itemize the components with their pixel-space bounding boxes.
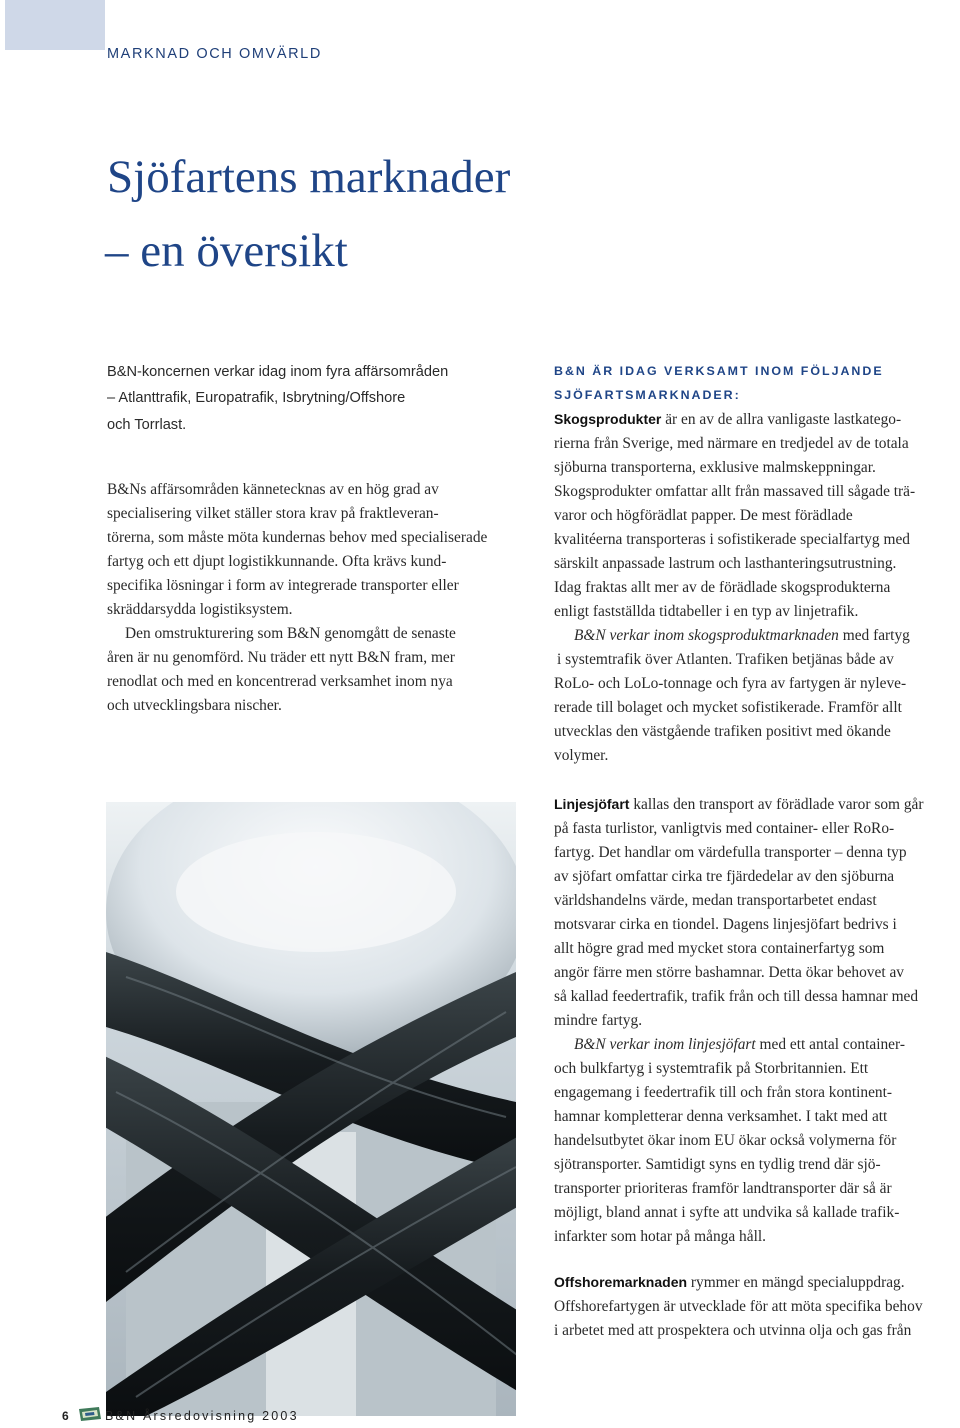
offshore-first-line: Offshoremarknaden rymmer en mängd specialuppdrag. (554, 1274, 905, 1291)
body-line: specifika lösningar i form av integrerade transporter eller (107, 577, 459, 594)
body-line: törerna, som måste möta kundernas behov med specialiserade (107, 529, 488, 546)
body-line: på fasta turlistor, vanligtvis med container- eller RoRo- (554, 820, 895, 837)
section-heading: SJÖFARTSMARKNADER: (554, 388, 741, 402)
body-line: Skogsprodukter omfattar allt från massaved till sågade trä- (554, 483, 916, 500)
skog-italic-line: B&N verkar inom skogsproduktmarknaden med fartyg (574, 627, 910, 644)
linje-italic-line: B&N verkar inom linjesjöfart med ett antal container- (574, 1036, 905, 1053)
body-line: enligt fastställda tidtabeller i en typ av linjetrafik. (554, 603, 859, 620)
rope-bollard-photo (106, 802, 516, 1416)
skog-italic: B&N verkar inom skogsproduktmarknaden (574, 627, 839, 644)
corner-color-block (5, 0, 105, 50)
body-line: angör färre men större bashamnar. Detta ökar behovet av (554, 964, 904, 981)
page-number: 6 (62, 1409, 69, 1423)
body-line: B&Ns affärsområden kännetecknas av en hög grad av (107, 481, 439, 498)
title-line-1: Sjöfartens marknader (107, 151, 511, 203)
body-line: transporter prioriteras framför landtransporter där så är (554, 1180, 892, 1197)
body-line: handelsutbytet ökar inom EU ökar också volymerna för (554, 1132, 897, 1149)
footer-publication: B&N Årsredovisning 2003 (105, 1409, 299, 1423)
skog-first-line: Skogsprodukter är en av de allra vanligaste lastkatego- (554, 411, 902, 428)
body-line: särskilt anpassade lastrum och lasthanteringsutrustning. (554, 555, 897, 572)
body-line: renodlat och med en koncentrerad verksamhet inom nya (107, 673, 453, 690)
body-line: av sjöfart omfattar cirka tre fjärdedelar av den sjöburna (554, 868, 895, 885)
body-line: rierna från Sverige, med närmare en tredjedel av de totala (554, 435, 909, 452)
lead-line: – Atlanttrafik, Europatrafik, Isbrytning/Offshore (107, 390, 406, 406)
body-line: sjöburna transporterna, exklusive malmskeppningar. (554, 459, 876, 476)
body-line: Offshorefartygen är utvecklade för att möta specifika behov (554, 1298, 923, 1315)
body-line: så kallad feedertrafik, trafik från och till dessa hamnar med (554, 988, 919, 1005)
section-label: MARKNAD OCH OMVÄRLD (107, 46, 322, 62)
company-flag-logo (78, 1406, 102, 1422)
lead-line: och Torrlast. (107, 417, 187, 433)
body-line: hamnar kompletterar denna verksamhet. I takt med att (554, 1108, 888, 1125)
skog-term: Skogsprodukter (554, 411, 662, 427)
body-line: engagemang i feedertrafik till och från stora kontinent- (554, 1084, 893, 1101)
linje-term: Linjesjöfart (554, 796, 630, 812)
body-line: motsvarar cirka en tiondel. Dagens linjesjöfart bedrivs i (554, 916, 897, 933)
body-line: mindre fartyg. (554, 1012, 643, 1029)
body-line: kvalitéerna transporteras i sofistikerade specialfartyg med (554, 531, 910, 548)
body-line: allt högre grad med mycket stora containerfartyg som (554, 940, 885, 957)
body-line: åren är nu genomförd. Nu träder ett nytt B&N fram, mer (107, 649, 455, 666)
body-line: infarkter som hotar på många håll. (554, 1228, 766, 1245)
body-line: i systemtrafik över Atlanten. Trafiken betjänas både av (557, 651, 894, 668)
linje-italic: B&N verkar inom linjesjöfart (574, 1036, 756, 1053)
body-line: världshandelns värde, medan transportarbetet endast (554, 892, 877, 909)
body-line: utvecklas den västgående trafiken positivt med ökande (554, 723, 891, 740)
page-title (107, 140, 510, 288)
body-line: skräddarsydda logistiksystem. (107, 601, 293, 618)
body-line: fartyg. Det handlar om värdefulla transporter – denna typ (554, 844, 907, 861)
title-line-2: – en översikt (105, 225, 348, 277)
lead-line: B&N-koncernen verkar idag inom fyra affärsområden (107, 364, 449, 380)
section-heading: B&N ÄR IDAG VERKSAMT INOM FÖLJANDE (554, 364, 884, 378)
rope-bollard-illustration (106, 802, 516, 1416)
body-line: fartyg och ett djupt logistikkunnande. Ofta krävs kund- (107, 553, 447, 570)
linje-first-line: Linjesjöfart kallas den transport av förädlade varor som går (554, 796, 924, 813)
body-line: i arbetet med att prospektera och utvinna olja och gas från (554, 1322, 912, 1339)
body-line: och bulkfartyg i systemtrafik på Storbritannien. Ett (554, 1060, 869, 1077)
body-line: specialisering vilket ställer stora krav på fraktleveran- (107, 505, 439, 522)
body-line: RoLo- och LoLo-tonnage och fyra av fartygen är nyleve- (554, 675, 907, 692)
body-line: Idag fraktas allt mer av de förädlade skogsprodukterna (554, 579, 891, 596)
body-line: Den omstrukturering som B&N genomgått de senaste (125, 625, 456, 642)
body-line: volymer. (554, 747, 609, 764)
body-line: och utvecklingsbara nischer. (107, 697, 282, 714)
body-line: möjligt, bland annat i syfte att undvika så kallade trafik- (554, 1204, 900, 1221)
body-line: sjötransporter. Samtidigt syns en tydlig trend där sjö- (554, 1156, 881, 1173)
offshore-term: Offshoremarknaden (554, 1274, 688, 1290)
body-line: varor och högförädlat papper. De mest förädlade (554, 507, 853, 524)
body-line: rerade till bolaget och mycket sofistikerade. Framför allt (554, 699, 902, 716)
